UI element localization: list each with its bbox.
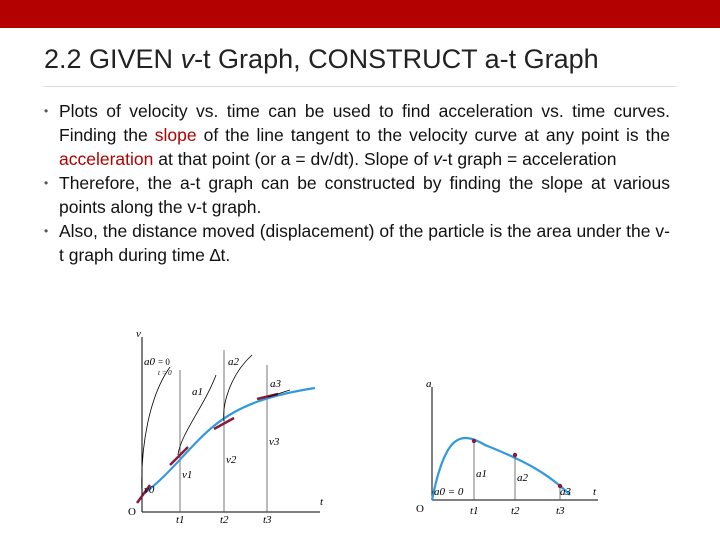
vt-graph bbox=[120, 325, 335, 525]
at-y-label: a bbox=[426, 378, 432, 390]
vt-label-a2: a2 bbox=[228, 356, 239, 368]
vt-x-label: t bbox=[320, 496, 324, 508]
vt-a0-equals-zero: = 0 bbox=[158, 357, 170, 367]
leader-a0 bbox=[142, 367, 170, 495]
top-accent-bar bbox=[0, 0, 720, 28]
at-label-a1: a1 bbox=[476, 468, 487, 480]
vt-label-a3: a3 bbox=[270, 378, 281, 390]
at-point-a2 bbox=[513, 453, 517, 457]
title-divider bbox=[44, 86, 676, 87]
vt-y-label: v bbox=[136, 328, 141, 340]
velocity-curve bbox=[142, 388, 315, 495]
at-label-a0: a0 = 0 bbox=[434, 486, 464, 498]
title-suffix: -t Graph, CONSTRUCT a-t Graph bbox=[194, 44, 599, 74]
vt-tick-t2: t2 bbox=[220, 514, 229, 525]
at-x-label: t bbox=[593, 486, 597, 498]
highlight-acceleration: acceleration bbox=[59, 149, 154, 169]
highlight-slope: slope bbox=[154, 125, 197, 145]
vt-label-v2: v2 bbox=[226, 454, 237, 466]
at-tick-t3: t3 bbox=[556, 505, 565, 517]
at-origin-label: O bbox=[416, 503, 424, 515]
vt-label-a1: a1 bbox=[192, 386, 203, 398]
bullet-text: Plots of velocity vs. time can be used to find acceleration vs. time curves. Finding the bbox=[59, 101, 670, 145]
at-tick-t2: t2 bbox=[511, 505, 520, 517]
vt-label-v0: v0 bbox=[144, 484, 155, 496]
vt-origin-label: O bbox=[128, 506, 136, 518]
at-tick-t1: t1 bbox=[470, 505, 479, 517]
bullet-text: at that point (or a = dv/dt). Slope of bbox=[153, 149, 434, 169]
vt-t-equals-zero: t = 0 bbox=[158, 369, 172, 377]
vt-tick-t1: t1 bbox=[176, 514, 185, 525]
bullet-item: • Also, the distance moved (displacement) of the particle is the area under the v-t graph during time ∆t. bbox=[44, 219, 670, 267]
bullet-item: • Therefore, the a-t graph can be constructed by finding the slope at various points along the v-t graph. bbox=[44, 171, 670, 219]
bullet-text: -t graph = acceleration bbox=[441, 149, 617, 169]
at-graph bbox=[410, 375, 610, 520]
title-italic: v bbox=[180, 44, 195, 74]
vt-label-v1: v1 bbox=[182, 469, 193, 481]
vt-tick-t3: t3 bbox=[263, 514, 272, 525]
slide-title bbox=[44, 44, 599, 75]
vt-label-a0: a0 bbox=[144, 356, 155, 368]
bullet-list bbox=[44, 99, 670, 267]
bullet-text: of the line tangent to the velocity curve at any point is the bbox=[196, 125, 670, 145]
at-point-a1 bbox=[472, 439, 476, 443]
at-label-a2: a2 bbox=[517, 472, 528, 484]
bullet-italic-v: v bbox=[433, 149, 442, 169]
vt-label-v3: v3 bbox=[269, 436, 280, 448]
at-label-a3: a3 bbox=[560, 486, 571, 498]
title-prefix: 2.2 GIVEN bbox=[44, 44, 181, 74]
bullet-item bbox=[44, 99, 670, 171]
